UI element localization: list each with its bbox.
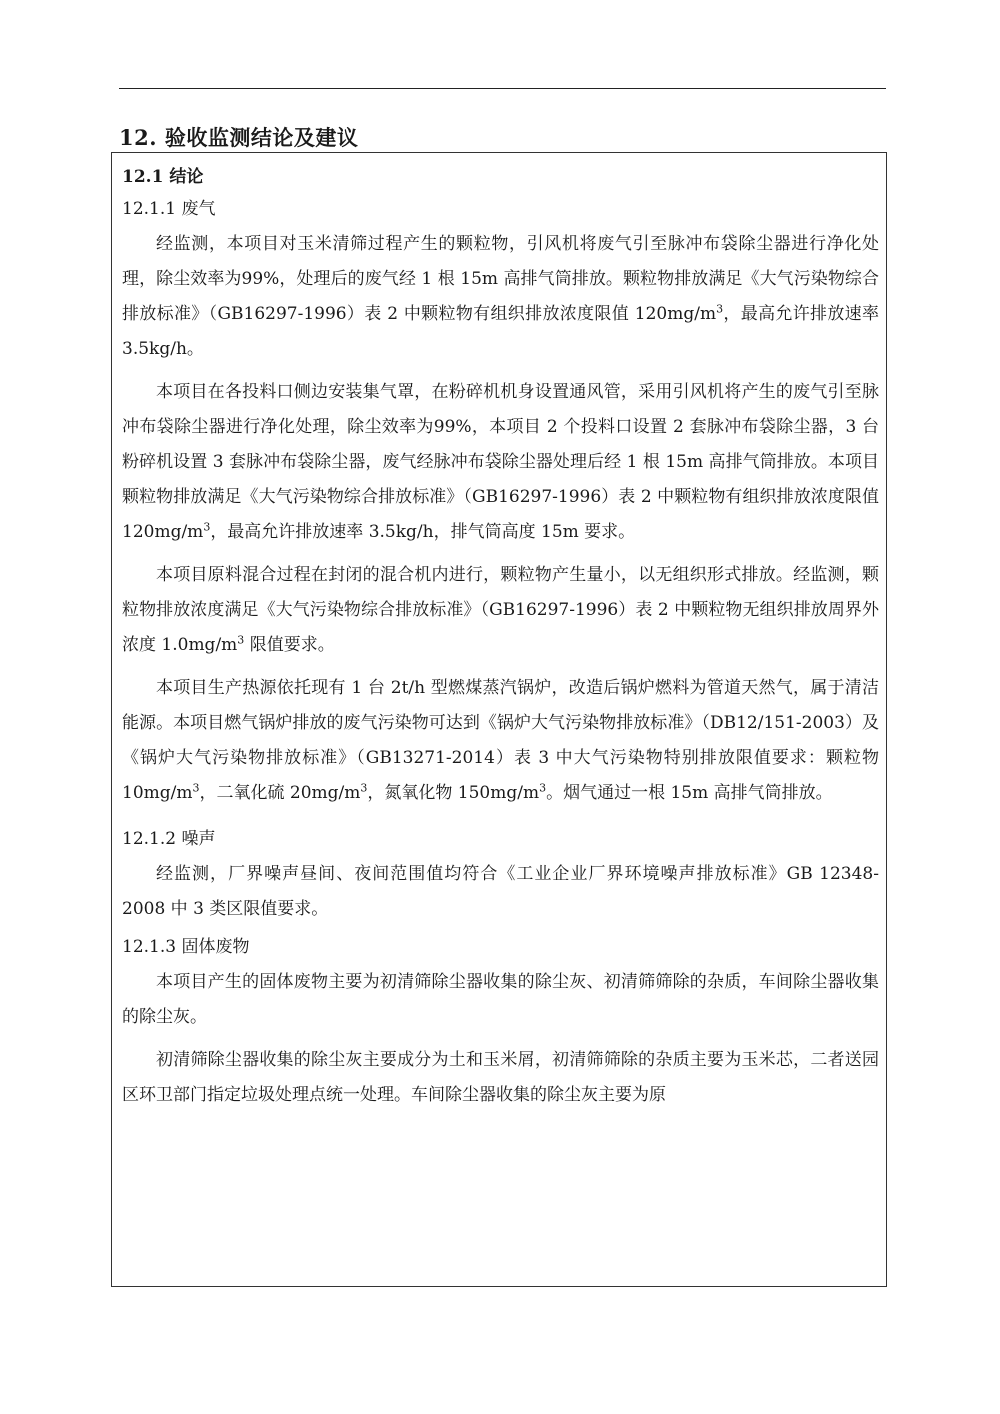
superscript: 3 xyxy=(192,781,200,795)
heading-solid-waste: 12.1.3 固体废物 xyxy=(122,937,250,957)
paragraph-solid-waste-1: 本项目产生的固体废物主要为初清筛除尘器收集的除尘灰、初清筛筛除的杂质，车间除尘器收集的除尘灰。 xyxy=(122,972,879,1027)
paragraph-waste-gas-3: 本项目原料混合过程在封闭的混合机内进行，颗粒物产生量小，以无组织形式排放。经监测，颗粒物排放浓度满足《大气污染物综合排放标准》（GB16297-1996）表 2 中颗粒物无组织排放周界外浓度 $1.0mg/m^3$ 限值要求。 xyxy=(122,565,879,655)
paragraph-waste-gas-4: 本项目生产热源依托现有 1 台 2t/h 型燃煤蒸汽锅炉，改造后锅炉燃料为管道天然气，属于清洁能源。本项目燃气锅炉排放的废气污染物可达到《锅炉大气污染物排放标准》（DB12/151-2003）及《锅炉大气污染物排放标准》（GB13271-2014）表 3 中大气污染物特别排放限值要求：颗粒物 $10mg/m^3$，二氧化硫 $20mg/m^3$，氮氧化物 $150mg/m^3$。烟气通过一根 15m 高排气筒排放。 xyxy=(122,678,879,803)
subsection-title: 12.1 结论 xyxy=(122,167,204,187)
header-rule xyxy=(119,88,886,89)
heading-noise: 12.1.2 噪声 xyxy=(122,829,216,849)
paragraph-waste-gas-2: 本项目在各投料口侧边安装集气罩，在粉碎机机身设置通风管，采用引风机将产生的废气引至脉冲布袋除尘器进行净化处理，除尘效率为99%，本项目 2 个投料口设置 2 套脉冲布袋除尘器，3 台粉碎机设置 3 套脉冲布袋除尘器，废气经脉冲布袋除尘器处理后经 1 根 15m 高排气筒排放。本项目颗粒物排放满足《大气污染物综合排放标准》（GB16297-1996）表 2 中颗粒物有组织排放浓度限值 $120mg/m^3$，最高允许排放速率 3.5kg/h，排气筒高度 15m 要求。 xyxy=(122,382,879,542)
content-frame xyxy=(111,152,887,1287)
paragraph-noise-1: 经监测，厂界噪声昼间、夜间范围值均符合《工业企业厂界环境噪声排放标准》GB 12348-2008 中 3 类区限值要求。 xyxy=(122,864,879,919)
paragraph-waste-gas-1: 经监测，本项目对玉米清筛过程产生的颗粒物，引风机将废气引至脉冲布袋除尘器进行净化处理，除尘效率为99%，处理后的废气经 1 根 15m 高排气筒排放。颗粒物排放满足《大气污染物综合排放标准》（GB16297-1996）表 2 中颗粒物有组织排放浓度限值 $120mg/m^3$，最高允许排放速率 3.5kg/h。 xyxy=(122,234,880,359)
superscript: 3 xyxy=(203,520,211,534)
superscript: 3 xyxy=(539,781,547,795)
superscript: 3 xyxy=(360,781,368,795)
paragraph-solid-waste-2: 初清筛除尘器收集的除尘灰主要成分为土和玉米屑，初清筛筛除的杂质主要为玉米芯，二者送园区环卫部门指定垃圾处理点统一处理。车间除尘器收集的除尘灰主要为原 xyxy=(122,1050,879,1105)
heading-waste-gas: 12.1.1 废气 xyxy=(122,199,216,219)
section-title: 12. 验收监测结论及建议 xyxy=(119,125,359,150)
superscript: 3 xyxy=(716,302,724,316)
superscript: 3 xyxy=(237,633,245,647)
content-body xyxy=(122,153,879,1121)
